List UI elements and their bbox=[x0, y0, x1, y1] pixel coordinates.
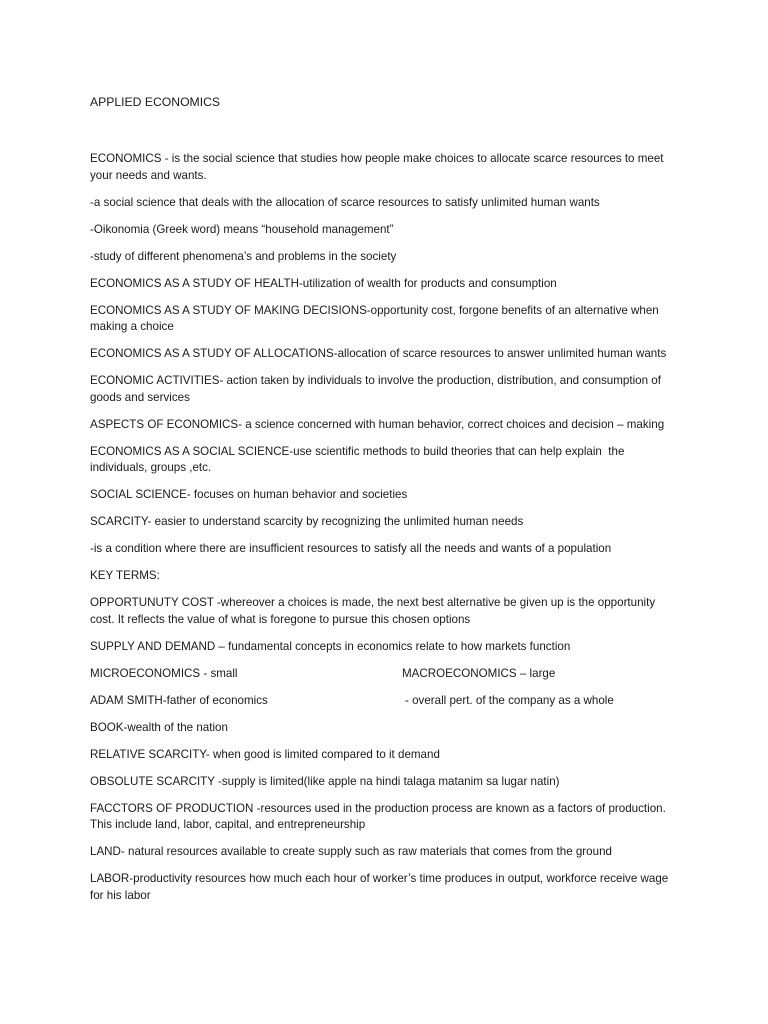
paragraph: LABOR-productivity resources how much each hour of worker’s time produces in output, workforce receive wage for his labor bbox=[90, 872, 672, 902]
paragraph: LAND- natural resources available to create supply such as raw materials that comes from the ground bbox=[90, 845, 612, 858]
paragraph: ECONOMICS AS A STUDY OF HEALTH-utilization of wealth for products and consumption bbox=[90, 276, 557, 290]
paragraph: SCARCITY- easier to understand scarcity by recognizing the unlimited human needs bbox=[90, 515, 524, 528]
paragraph: -is a condition where there are insufficient resources to satisfy all the needs and wants of a population bbox=[90, 542, 612, 555]
left-column-text: MICROECONOMICS - small bbox=[90, 666, 238, 680]
paragraph: ECONOMICS AS A SOCIAL SCIENCE-use scientific methods to build theories that can help explain the individuals, groups ,etc. bbox=[90, 444, 628, 474]
paragraph: SUPPLY AND DEMAND – fundamental concepts in economics relate to how markets function bbox=[90, 639, 571, 653]
paragraph: ECONOMICS AS A STUDY OF MAKING DECISIONS-opportunity cost, forgone benefits of an alternative when making a choice bbox=[90, 303, 662, 333]
left-column-text: ADAM SMITH-father of economics bbox=[90, 693, 268, 707]
paragraph: ECONOMICS AS A STUDY OF ALLOCATIONS-allocation of scarce resources to answer unlimited human wants bbox=[90, 347, 667, 360]
paragraph: FACCTORS OF PRODUCTION -resources used in the production process are known as a factors of production. This include land, labor, capital, and entrepreneurship bbox=[90, 801, 669, 831]
paragraph: -Oikonomia (Greek word) means “household management” bbox=[90, 222, 394, 236]
document-body bbox=[90, 94, 682, 915]
key-terms-heading: KEY TERMS: bbox=[90, 569, 160, 582]
paragraph: ASPECTS OF ECONOMICS- a science concerned with human behavior, correct choices and decision – making bbox=[90, 417, 665, 431]
paragraph: -a social science that deals with the allocation of scarce resources to satisfy unlimited human wants bbox=[90, 195, 600, 209]
paragraph: ECONOMIC ACTIVITIES- action taken by individuals to involve the production, distribution, and consumption of goods and services bbox=[90, 374, 665, 404]
paragraph: OBSOLUTE SCARCITY -supply is limited(like apple na hindi talaga matanim sa lugar natin) bbox=[90, 774, 560, 788]
paragraph: ECONOMICS - is the social science that studies how people make choices to allocate scarce resources to meet your needs and wants. bbox=[90, 152, 667, 182]
right-column-text: - overall pert. of the company as a whole bbox=[405, 693, 614, 707]
paragraph: RELATIVE SCARCITY- when good is limited compared to it demand bbox=[90, 747, 440, 761]
two-column-row bbox=[90, 666, 682, 683]
paragraph: SOCIAL SCIENCE- focuses on human behavior and societies bbox=[90, 488, 408, 501]
paragraph: -study of different phenomena’s and problems in the society bbox=[90, 249, 397, 263]
paragraph: BOOK-wealth of the nation bbox=[90, 720, 228, 734]
document-title: APPLIED ECONOMICS bbox=[90, 95, 221, 109]
right-column-text: MACROECONOMICS – large bbox=[402, 666, 556, 680]
paragraph: OPPORTUNUTY COST -whereover a choices is made, the next best alternative be given up is the opportunity cost. It reflects the value of what is foregone to pursue this chosen options bbox=[90, 596, 659, 626]
two-column-row bbox=[90, 693, 682, 710]
